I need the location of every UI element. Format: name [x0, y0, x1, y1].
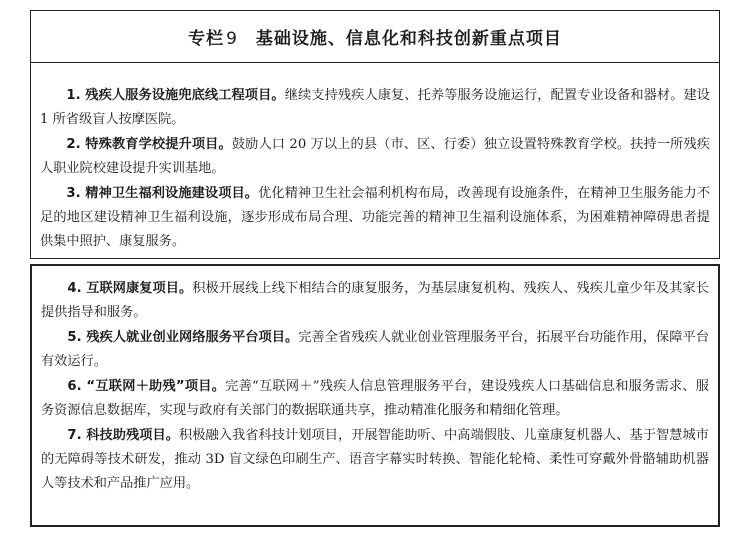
project-item-label: 1. 残疾人服务设施兜底线工程项目。	[66, 88, 285, 103]
project-item-label: 3. 精神卫生福利设施建设项目。	[66, 186, 259, 201]
project-item-5	[41, 326, 709, 374]
project-item-label: 4. 互联网康复项目。	[67, 281, 193, 296]
project-item-text: 积极融入我省科技计划项目，开展智能助听、中高端假肢、儿童康复机器人、基于智慧城市的无障碍等技术研发，推动 3D 盲文绿色印刷生产、语音字幕实时转换、智能化轮椅、柔性可穿戴外骨骼辅助机器人等技术和产品推广应用。	[41, 428, 709, 491]
project-item-2	[40, 133, 710, 181]
project-item-text: 积极开展线上线下相结合的康复服务，为基层康复机构、残疾人、残疾儿童少年及其家长提供指导和服务。	[41, 281, 709, 320]
project-item-6	[41, 375, 709, 423]
column-title-text: 基础设施、信息化和科技创新重点项目	[255, 29, 562, 49]
project-list-section-2	[30, 264, 720, 527]
project-item-label: 6. “互联网＋助残”项目。	[67, 379, 226, 394]
project-item-4	[41, 277, 709, 325]
column-prefix: 专栏	[188, 29, 225, 49]
column-title	[188, 24, 562, 49]
project-item-label: 2. 特殊教育学校提升项目。	[66, 137, 232, 152]
project-item-text: 完善全省残疾人就业创业管理服务平台，拓展平台功能作用，保障平台有效运行。	[41, 330, 710, 369]
column-header-box	[30, 10, 720, 63]
project-item-text: 优化精神卫生社会福利机构布局，改善现有设施条件，在精神卫生服务能力不足的地区建设精神卫生福利设施，逐步形成布局合理、功能完善的精神卫生福利设施体系，为困难精神障碍患者提供集中照护、康复服务。	[40, 186, 711, 249]
project-item-text: 完善“互联网＋”残疾人信息管理服务平台，建设残疾人口基础信息和服务需求、服务资源信息数据库，实现与政府有关部门的数据联通共享，推动精准化服务和精细化管理。	[41, 379, 709, 418]
project-item-3	[40, 182, 710, 254]
project-item-text: 鼓励人口 20 万以上的县（市、区、行委）独立设置特殊教育学校。扶持一所残疾人职业院校建设提升实训基地。	[40, 137, 710, 176]
column-number: 9	[226, 29, 238, 49]
project-item-text: 继续支持残疾人康复、托养等服务设施运行，配置专业设备和器材。建设 1 所省级盲人按摩医院。	[40, 88, 710, 127]
project-list-section-1	[30, 62, 720, 259]
project-item-label: 7. 科技助残项目。	[67, 428, 179, 443]
project-item-1	[40, 84, 710, 132]
project-item-label: 5. 残疾人就业创业网络服务平台项目。	[67, 330, 299, 345]
project-item-7	[41, 424, 709, 496]
